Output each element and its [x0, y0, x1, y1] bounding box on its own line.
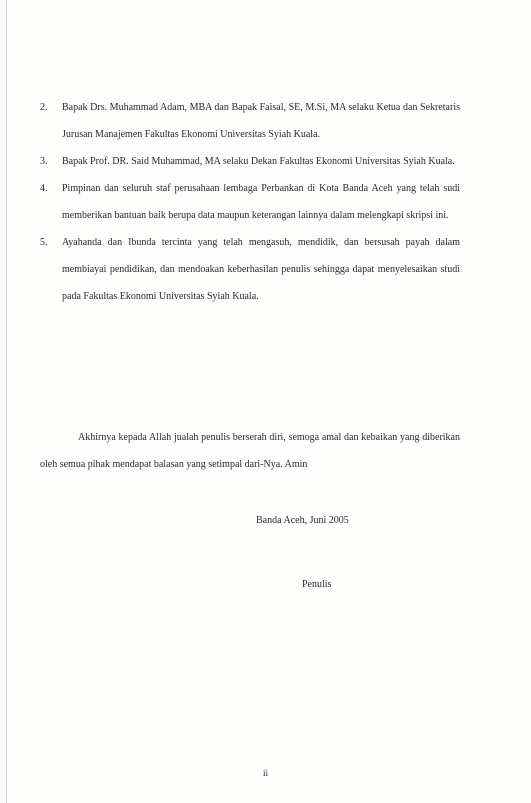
acknowledgement-list — [40, 94, 460, 310]
page-edge-shadow — [6, 0, 7, 803]
list-item — [40, 175, 460, 229]
list-item-number: 5. — [40, 237, 48, 248]
list-item-text: Bapak Drs. Muhammad Adam, MBA dan Bapak Faisal, SE, M.Si, MA selaku Ketua dan Sekretaris Jurusan Manajemen Fakultas Ekonomi Universitas Syiah Kuala. — [62, 102, 460, 140]
list-item-text: Ayahanda dan Ibunda tercinta yang telah mengasuh, mendidik, dan bersusah payah dalam membiayai pendidikan, dan mendoakan keberhasilan penulis sehingga dapat menyelesaikan studi pada Fakultas Ekonomi Universitas Syiah Kuala. — [62, 237, 460, 302]
list-item — [40, 148, 460, 175]
list-item — [40, 229, 460, 310]
list-item-number: 4. — [40, 183, 48, 194]
list-item-text: Pimpinan dan seluruh staf perusahaan lembaga Perbankan di Kota Banda Aceh yang telah sudi memberikan bantuan baik berupa data maupun keterangan lainnya dalam melengkapi skripsi ini. — [62, 183, 460, 221]
list-item-text: Bapak Prof. DR. Said Muhammad, MA selaku Dekan Fakultas Ekonomi Universitas Syiah Kuala. — [62, 156, 455, 167]
place-and-date: Banda Aceh, Juni 2005 — [256, 515, 349, 526]
list-item-number: 2. — [40, 102, 48, 113]
closing-paragraph: Akhirnya kepada Allah jualah penulis berserah diri, semoga amal dan kebaikan yang diberikan oleh semua pihak mendapat balasan yang setimpal dari-Nya. Amin — [40, 432, 460, 470]
page-number: ii — [262, 768, 268, 778]
signer-name: Penulis — [302, 579, 332, 590]
list-item — [40, 94, 460, 148]
list-item-number: 3. — [40, 156, 48, 167]
